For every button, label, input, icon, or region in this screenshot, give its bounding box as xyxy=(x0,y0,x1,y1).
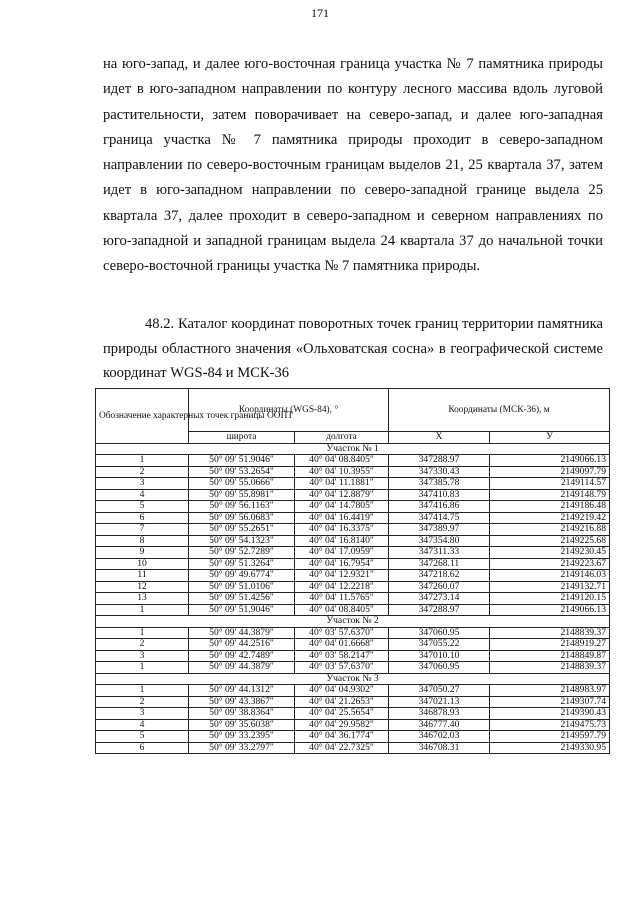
latitude: 50° 09' 56.0683" xyxy=(189,512,295,524)
latitude: 50° 09' 54.1323" xyxy=(189,535,295,547)
table-row xyxy=(96,489,610,501)
point-number: 4 xyxy=(96,489,189,501)
x-coordinate: 347273.14 xyxy=(389,593,490,605)
point-number: 4 xyxy=(96,719,189,731)
y-coordinate: 2149230.45 xyxy=(490,547,610,559)
x-coordinate: 347330.43 xyxy=(389,466,490,478)
point-number: 11 xyxy=(96,570,189,582)
y-coordinate: 2149390.43 xyxy=(490,708,610,720)
y-coordinate: 2149148.79 xyxy=(490,489,610,501)
longitude: 40° 04' 25.5654" xyxy=(295,708,389,720)
point-number: 1 xyxy=(96,685,189,697)
latitude: 50° 09' 33.2395" xyxy=(189,731,295,743)
longitude: 40° 04' 17.0959" xyxy=(295,547,389,559)
header-msk: Координаты (МСК-36), м xyxy=(389,389,610,432)
longitude: 40° 04' 16.7954" xyxy=(295,558,389,570)
header-y: У xyxy=(490,432,610,444)
latitude: 50° 09' 51.9046" xyxy=(189,604,295,616)
longitude: 40° 04' 12.8879" xyxy=(295,489,389,501)
x-coordinate: 347416.86 xyxy=(389,501,490,513)
longitude: 40° 04' 14.7805" xyxy=(295,501,389,513)
x-coordinate: 347268.11 xyxy=(389,558,490,570)
table-row xyxy=(96,731,610,743)
header-longitude: долгота xyxy=(295,432,389,444)
point-number: 1 xyxy=(96,455,189,467)
y-coordinate: 2149186.48 xyxy=(490,501,610,513)
point-number: 2 xyxy=(96,639,189,651)
table-row xyxy=(96,570,610,582)
point-number: 10 xyxy=(96,558,189,570)
table-row xyxy=(96,604,610,616)
x-coordinate: 347288.97 xyxy=(389,604,490,616)
point-number: 5 xyxy=(96,501,189,513)
latitude: 50° 09' 38.8364" xyxy=(189,708,295,720)
longitude: 40° 04' 08.8405" xyxy=(295,455,389,467)
x-coordinate: 346708.31 xyxy=(389,742,490,754)
x-coordinate: 347010.10 xyxy=(389,650,490,662)
table-row xyxy=(96,593,610,605)
table-row xyxy=(96,535,610,547)
table-row xyxy=(96,455,610,467)
longitude: 40° 04' 01.6668" xyxy=(295,639,389,651)
point-number: 1 xyxy=(96,627,189,639)
latitude: 50° 09' 49.6774" xyxy=(189,570,295,582)
table-row xyxy=(96,547,610,559)
latitude: 50° 09' 44.1312" xyxy=(189,685,295,697)
section-title: Участок № 1 xyxy=(96,443,610,455)
header-x: X xyxy=(389,432,490,444)
latitude: 50° 09' 52.7289" xyxy=(189,547,295,559)
longitude: 40° 04' 08.8405" xyxy=(295,604,389,616)
point-number: 5 xyxy=(96,731,189,743)
x-coordinate: 347021.13 xyxy=(389,696,490,708)
x-coordinate: 346777.40 xyxy=(389,719,490,731)
latitude: 50° 09' 44.3879" xyxy=(189,662,295,674)
table-row xyxy=(96,581,610,593)
latitude: 50° 09' 35.6038" xyxy=(189,719,295,731)
y-coordinate: 2149307.74 xyxy=(490,696,610,708)
x-coordinate: 347060.95 xyxy=(389,662,490,674)
x-coordinate: 346702.03 xyxy=(389,731,490,743)
y-coordinate: 2149066.13 xyxy=(490,455,610,467)
section-row xyxy=(96,673,610,685)
x-coordinate: 347354.80 xyxy=(389,535,490,547)
longitude: 40° 04' 10.3955" xyxy=(295,466,389,478)
y-coordinate: 2149216.88 xyxy=(490,524,610,536)
latitude: 50° 09' 51.4256" xyxy=(189,593,295,605)
y-coordinate: 2149097.79 xyxy=(490,466,610,478)
point-number: 6 xyxy=(96,512,189,524)
longitude: 40° 04' 04.9302" xyxy=(295,685,389,697)
x-coordinate: 347389.97 xyxy=(389,524,490,536)
latitude: 50° 09' 51.3264" xyxy=(189,558,295,570)
point-number: 13 xyxy=(96,593,189,605)
y-coordinate: 2148849.87 xyxy=(490,650,610,662)
point-number: 1 xyxy=(96,604,189,616)
y-coordinate: 2149225.68 xyxy=(490,535,610,547)
longitude: 40° 04' 16.4419" xyxy=(295,512,389,524)
x-coordinate: 347060.95 xyxy=(389,627,490,639)
x-coordinate: 347288.97 xyxy=(389,455,490,467)
y-coordinate: 2149219.42 xyxy=(490,512,610,524)
longitude: 40° 03' 57.6370" xyxy=(295,627,389,639)
longitude: 40° 03' 58.2147" xyxy=(295,650,389,662)
table-row xyxy=(96,627,610,639)
longitude: 40° 04' 12.2218" xyxy=(295,581,389,593)
table-row xyxy=(96,512,610,524)
header-wgs: Координаты (WGS-84), ° xyxy=(189,389,389,432)
section-title: Участок № 3 xyxy=(96,673,610,685)
table-row xyxy=(96,639,610,651)
x-coordinate: 346878.93 xyxy=(389,708,490,720)
longitude: 40° 04' 22.7325" xyxy=(295,742,389,754)
latitude: 50° 09' 55.8981" xyxy=(189,489,295,501)
point-number: 3 xyxy=(96,478,189,490)
section-heading: 48.2. Каталог координат поворотных точек границ территории памятника природы областного значения «Ольховатская сосна» в географической системе координат WGS-84 и МСК-36 xyxy=(103,316,603,381)
longitude: 40° 04' 21.2653" xyxy=(295,696,389,708)
y-coordinate: 2149597.79 xyxy=(490,731,610,743)
header-latitude: широта xyxy=(189,432,295,444)
y-coordinate: 2148839.37 xyxy=(490,662,610,674)
y-coordinate: 2148983.97 xyxy=(490,685,610,697)
point-number: 7 xyxy=(96,524,189,536)
latitude: 50° 09' 55.2651" xyxy=(189,524,295,536)
latitude: 50° 09' 51.9046" xyxy=(189,455,295,467)
section-row xyxy=(96,616,610,628)
x-coordinate: 347414.75 xyxy=(389,512,490,524)
point-number: 6 xyxy=(96,742,189,754)
point-number: 3 xyxy=(96,708,189,720)
table-row xyxy=(96,501,610,513)
table-row xyxy=(96,708,610,720)
y-coordinate: 2149475.73 xyxy=(490,719,610,731)
latitude: 50° 09' 56.1163" xyxy=(189,501,295,513)
latitude: 50° 09' 55.0666" xyxy=(189,478,295,490)
y-coordinate: 2149114.57 xyxy=(490,478,610,490)
table-row xyxy=(96,558,610,570)
longitude: 40° 04' 11.5765" xyxy=(295,593,389,605)
y-coordinate: 2149223.67 xyxy=(490,558,610,570)
longitude: 40° 04' 12.9321" xyxy=(295,570,389,582)
y-coordinate: 2149146.03 xyxy=(490,570,610,582)
header-point-label: Обозначение характерных точек границы ООПТ xyxy=(96,389,189,444)
x-coordinate: 347311.33 xyxy=(389,547,490,559)
table-row xyxy=(96,685,610,697)
longitude: 40° 04' 11.1881" xyxy=(295,478,389,490)
table-row xyxy=(96,524,610,536)
table-row xyxy=(96,696,610,708)
table-body xyxy=(96,443,610,754)
y-coordinate: 2149132.71 xyxy=(490,581,610,593)
latitude: 50° 09' 42.7489" xyxy=(189,650,295,662)
point-number: 2 xyxy=(96,466,189,478)
latitude: 50° 09' 43.3867" xyxy=(189,696,295,708)
y-coordinate: 2149330.95 xyxy=(490,742,610,754)
point-number: 8 xyxy=(96,535,189,547)
x-coordinate: 347218.62 xyxy=(389,570,490,582)
point-number: 9 xyxy=(96,547,189,559)
table-header xyxy=(96,389,610,444)
x-coordinate: 347410.83 xyxy=(389,489,490,501)
longitude: 40° 04' 36.1774" xyxy=(295,731,389,743)
x-coordinate: 347050.27 xyxy=(389,685,490,697)
x-coordinate: 347385.78 xyxy=(389,478,490,490)
table-row xyxy=(96,478,610,490)
longitude: 40° 03' 57.6370" xyxy=(295,662,389,674)
latitude: 50° 09' 44.3879" xyxy=(189,627,295,639)
point-number: 3 xyxy=(96,650,189,662)
table-row xyxy=(96,466,610,478)
table-row xyxy=(96,662,610,674)
point-number: 2 xyxy=(96,696,189,708)
longitude: 40° 04' 16.8140" xyxy=(295,535,389,547)
table-row xyxy=(96,719,610,731)
y-coordinate: 2149066.13 xyxy=(490,604,610,616)
section-row xyxy=(96,443,610,455)
y-coordinate: 2148919.27 xyxy=(490,639,610,651)
x-coordinate: 347260.07 xyxy=(389,581,490,593)
section-title: Участок № 2 xyxy=(96,616,610,628)
coordinates-table xyxy=(95,388,610,754)
page-number: 171 xyxy=(311,6,329,20)
table-row xyxy=(96,650,610,662)
body-paragraph: на юго-запад, и далее юго-восточная граница участка № 7 памятника природы идет в юго-западном направлении по контуру лесного массива вдоль луговой растительности, затем поворачивает на северо-запад, и далее юго-западная граница участка № 7 памятника природы проходит в северо-западном направлении по северо-восточным границам выделов 21, 25 квартала 37, затем идет в юго-западном направлении по северо-западной границе выдела 25 квартала 37, далее проходит в северо-западном и северном направлениях по юго-западной и западной границам выдела 24 квартала 37 до начальной точки северо-восточной границы участка № 7 памятника природы. xyxy=(103,56,603,275)
point-number: 12 xyxy=(96,581,189,593)
latitude: 50° 09' 53.2654" xyxy=(189,466,295,478)
latitude: 50° 09' 44.2516" xyxy=(189,639,295,651)
latitude: 50° 09' 51.0106" xyxy=(189,581,295,593)
x-coordinate: 347055.22 xyxy=(389,639,490,651)
y-coordinate: 2149120.15 xyxy=(490,593,610,605)
latitude: 50° 09' 33.2797" xyxy=(189,742,295,754)
y-coordinate: 2148839.37 xyxy=(490,627,610,639)
longitude: 40° 04' 16.3375" xyxy=(295,524,389,536)
point-number: 1 xyxy=(96,662,189,674)
table-row xyxy=(96,742,610,754)
longitude: 40° 04' 29.9582" xyxy=(295,719,389,731)
